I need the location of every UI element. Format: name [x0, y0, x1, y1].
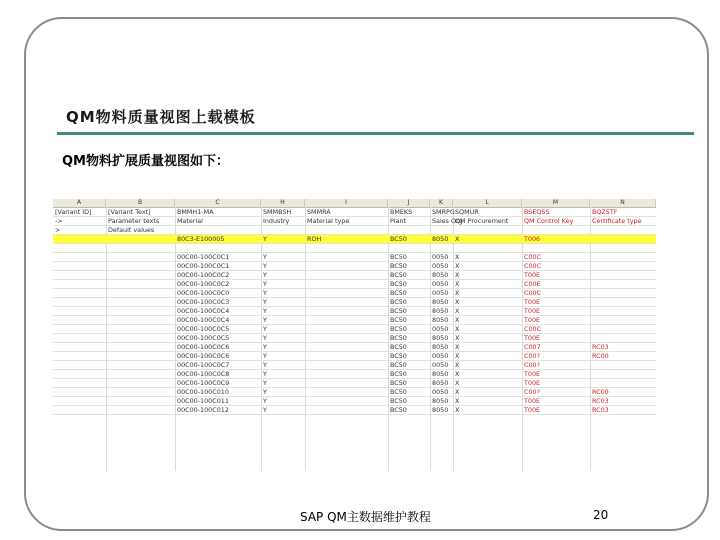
table-cell: 00C00-100C0C1 [177, 262, 230, 270]
table-cell: C00C [524, 325, 542, 333]
spreadsheet-screenshot [53, 199, 656, 471]
table-cell: BC50 [390, 361, 407, 369]
table-cell: C00? [524, 361, 540, 369]
table-cell: 00C00-100C0C4 [177, 307, 230, 315]
table-cell: Default values [108, 226, 155, 234]
table-cell: Y [263, 334, 267, 342]
table-cell: Material [177, 217, 203, 225]
table-cell: 00C00-100C012 [177, 406, 229, 414]
table-row [53, 397, 656, 406]
table-cell: Y [263, 280, 267, 288]
table-cell: Plant [390, 217, 407, 225]
table-cell: BC50 [390, 280, 407, 288]
table-cell: T00E [524, 379, 541, 387]
table-row [53, 235, 656, 244]
table-cell: Industry [263, 217, 290, 225]
table-cell: T00E [524, 298, 541, 306]
table-cell: Y [263, 235, 267, 243]
table-cell: Sales Org [432, 217, 463, 225]
column-letter: L [453, 199, 522, 207]
table-cell: 00C00-100C0C6 [177, 343, 230, 351]
table-cell: T006 [524, 235, 541, 243]
table-cell: 00C00-100C0C1 [177, 253, 230, 261]
table-cell: 0050 [432, 325, 449, 333]
table-cell: 0050 [432, 388, 449, 396]
table-cell: T00E [524, 406, 541, 414]
table-cell: BC50 [390, 370, 407, 378]
table-row [53, 253, 656, 262]
column-letter: J [388, 199, 430, 207]
column-letter: N [590, 199, 656, 207]
table-cell: BC50 [390, 289, 407, 297]
column-letter: B [106, 199, 175, 207]
table-cell: 8050 [432, 235, 449, 243]
table-cell: Y [263, 388, 267, 396]
table-cell: QM Procurement [455, 217, 509, 225]
table-cell: T00E [524, 334, 541, 342]
table-cell: RC00 [592, 388, 609, 396]
table-cell: BC50 [390, 262, 407, 270]
table-cell: 00C00-100C0C0 [177, 289, 230, 297]
column-letter: I [305, 199, 388, 207]
table-cell: Y [263, 289, 267, 297]
table-cell: BMEKS [390, 208, 413, 216]
table-cell: BC50 [390, 253, 407, 261]
table-cell: C00E [524, 280, 541, 288]
table-cell: 8050 [432, 316, 449, 324]
slide-title: QM物料质量视图上载模板 [66, 108, 256, 126]
table-cell: X [455, 280, 460, 288]
table-cell: Y [263, 325, 267, 333]
table-cell: Y [263, 379, 267, 387]
table-cell: BSEQSS [524, 208, 550, 216]
table-cell: X [455, 262, 460, 270]
table-cell: T00E [524, 370, 541, 378]
table-cell: Material type [307, 217, 350, 225]
table-cell: C00? [524, 352, 540, 360]
table-cell: SMRPG [432, 208, 455, 216]
table-cell: 00C00-100C0C4 [177, 316, 230, 324]
column-letter: C [175, 199, 261, 207]
table-cell: C007 [524, 343, 541, 351]
table-cell: 00C00-100C0C7 [177, 361, 230, 369]
table-cell: X [455, 352, 460, 360]
table-cell: BC50 [390, 235, 407, 243]
table-cell: BQZSTF [592, 208, 618, 216]
table-cell: -> [55, 217, 63, 225]
table-cell: 0050 [432, 289, 449, 297]
table-cell: BC50 [390, 379, 407, 387]
table-cell: 00C00-100C010 [177, 388, 229, 396]
table-row [53, 289, 656, 298]
table-cell: 00C00-100C0C9 [177, 379, 230, 387]
table-cell: Y [263, 271, 267, 279]
column-letter: A [53, 199, 106, 207]
table-cell: Y [263, 361, 267, 369]
table-cell: ROH [307, 235, 322, 243]
table-row [53, 352, 656, 361]
table-cell: 8050 [432, 307, 449, 315]
table-cell: QM Control Key [524, 217, 574, 225]
table-cell: Y [263, 352, 267, 360]
column-letter: K [430, 199, 453, 207]
table-cell: 8050 [432, 370, 449, 378]
table-cell: X [455, 388, 460, 396]
table-cell: X [455, 235, 460, 243]
table-cell: Parameter texts [108, 217, 160, 225]
table-cell: C00C [524, 289, 542, 297]
table-cell: SMMBSH [263, 208, 292, 216]
table-cell: BC50 [390, 271, 407, 279]
table-cell: X [455, 361, 460, 369]
table-row [53, 361, 656, 370]
table-cell: > [55, 226, 61, 234]
slide-subtitle: QM物料扩展质量视图如下： [62, 154, 229, 169]
table-cell: Y [263, 397, 267, 405]
table-cell: 8050 [432, 343, 449, 351]
table-cell: BC50 [390, 334, 407, 342]
table-row [53, 244, 656, 253]
table-cell: 00C00-100C0C2 [177, 271, 230, 279]
table-cell: [Variant Text] [108, 208, 151, 216]
table-cell: Y [263, 262, 267, 270]
table-cell: 00C00-100C0C5 [177, 334, 230, 342]
table-cell: BC50 [390, 343, 407, 351]
table-cell: BC50 [390, 388, 407, 396]
table-row [53, 325, 656, 334]
column-letter: M [522, 199, 590, 207]
table-cell: BC50 [390, 325, 407, 333]
column-header-bar [53, 199, 656, 208]
table-cell: Y [263, 316, 267, 324]
table-row [53, 388, 656, 397]
table-row [53, 379, 656, 388]
table-cell: BC50 [390, 406, 407, 414]
table-cell: 00C00-100C0C8 [177, 370, 230, 378]
header-row [53, 226, 656, 235]
table-cell: 00C00-100C0C2 [177, 280, 230, 288]
table-cell: BC50 [390, 307, 407, 315]
table-cell: 8050 [432, 334, 449, 342]
table-cell: 0050 [432, 352, 449, 360]
table-cell: X [455, 307, 460, 315]
table-cell: Y [263, 307, 267, 315]
table-cell: 8050 [432, 379, 449, 387]
table-cell: X [455, 343, 460, 351]
table-cell: 0050 [432, 262, 449, 270]
table-cell: 0050 [432, 280, 449, 288]
table-cell: SMMRA [307, 208, 331, 216]
footer-text: SAP QM主数据维护教程 [300, 510, 431, 524]
table-cell: RC03 [592, 343, 609, 351]
table-row [53, 307, 656, 316]
page-number: 20 [593, 508, 609, 522]
table-row [53, 262, 656, 271]
table-cell: SQMUR [455, 208, 479, 216]
table-cell: 8050 [432, 298, 449, 306]
table-cell: X [455, 271, 460, 279]
title-underline [57, 132, 694, 135]
table-cell: BMMH1-MA [177, 208, 214, 216]
table-cell: X [455, 370, 460, 378]
header-row [53, 217, 656, 226]
table-cell: BC50 [390, 298, 407, 306]
table-cell: X [455, 379, 460, 387]
table-cell: X [455, 325, 460, 333]
table-cell: RC03 [592, 406, 609, 414]
table-cell: Y [263, 253, 267, 261]
table-cell: 0050 [432, 253, 449, 261]
table-cell: C00? [524, 388, 540, 396]
table-row [53, 343, 656, 352]
table-cell: 8050 [432, 406, 449, 414]
table-cell: 00C00-100C0C6 [177, 352, 230, 360]
table-cell: Y [263, 298, 267, 306]
table-cell: 8050 [432, 397, 449, 405]
table-row [53, 316, 656, 325]
header-row [53, 208, 656, 217]
table-cell: [Variant ID] [55, 208, 92, 216]
table-cell: Y [263, 406, 267, 414]
table-cell: C00C [524, 262, 542, 270]
table-cell: Certificate type [592, 217, 642, 225]
table-cell: 00C00-100C011 [177, 397, 229, 405]
table-cell: 8050 [432, 271, 449, 279]
table-cell: T00E [524, 307, 541, 315]
table-cell: 00C00-100C0C3 [177, 298, 230, 306]
table-cell: BC50 [390, 397, 407, 405]
table-cell: Y [263, 370, 267, 378]
table-row [53, 298, 656, 307]
table-row [53, 271, 656, 280]
table-cell: BC50 [390, 352, 407, 360]
table-cell: X [455, 298, 460, 306]
table-cell: 0050 [432, 361, 449, 369]
table-cell: X [455, 316, 460, 324]
table-cell: T00E [524, 316, 541, 324]
table-cell: T00E [524, 271, 541, 279]
table-cell: T00E [524, 397, 541, 405]
table-cell: X [455, 397, 460, 405]
table-cell: C00C [524, 253, 542, 261]
table-cell: 00C00-100C0C5 [177, 325, 230, 333]
table-cell: X [455, 289, 460, 297]
table-cell: X [455, 406, 460, 414]
table-cell: RC00 [592, 352, 609, 360]
table-cell: X [455, 253, 460, 261]
table-cell: BC50 [390, 316, 407, 324]
column-letter: H [261, 199, 305, 207]
table-row [53, 406, 656, 415]
table-cell: RC03 [592, 397, 609, 405]
table-row [53, 334, 656, 343]
table-row [53, 370, 656, 379]
table-cell: X [455, 334, 460, 342]
table-cell: 80C3-E100005 [177, 235, 225, 243]
table-row [53, 280, 656, 289]
table-cell: Y [263, 343, 267, 351]
